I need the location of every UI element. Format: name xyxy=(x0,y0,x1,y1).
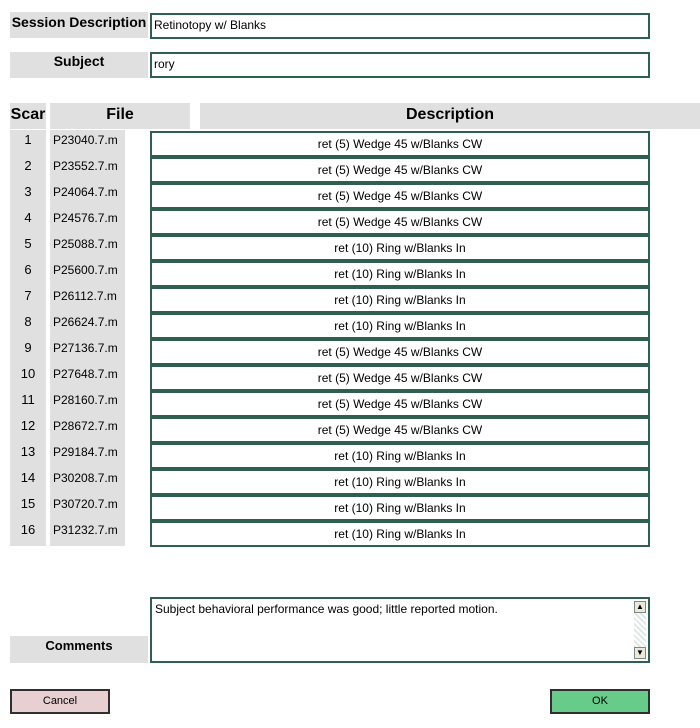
session-description-input[interactable]: Retinotopy w/ Blanks xyxy=(150,13,650,39)
scan-description-field[interactable]: ret (5) Wedge 45 w/Blanks CW xyxy=(150,417,650,443)
scan-file-name: P28672.7.m xyxy=(53,419,118,433)
scan-file-name: P27136.7.m xyxy=(53,341,118,355)
comments-scrollbar[interactable] xyxy=(634,601,646,659)
scan-number: 14 xyxy=(20,470,36,485)
comments-label: Comments xyxy=(10,636,148,663)
scan-description-field[interactable]: ret (10) Ring w/Blanks In xyxy=(150,443,650,469)
scan-description-field[interactable]: ret (5) Wedge 45 w/Blanks CW xyxy=(150,131,650,157)
scan-number: 8 xyxy=(24,314,32,329)
scan-description-field[interactable]: ret (5) Wedge 45 w/Blanks CW xyxy=(150,365,650,391)
comments-text: Subject behavioral performance was good; little reported motion. xyxy=(155,602,498,616)
scan-file-name: P29184.7.m xyxy=(53,445,118,459)
scan-description-field[interactable]: ret (5) Wedge 45 w/Blanks CW xyxy=(150,157,650,183)
scan-file-name: P27648.7.m xyxy=(53,367,118,381)
session-description-label: Session Description xyxy=(10,12,148,38)
ok-button[interactable]: OK xyxy=(550,689,650,714)
scroll-down-arrow-icon[interactable]: ▼ xyxy=(634,647,646,659)
scan-description-field[interactable]: ret (5) Wedge 45 w/Blanks CW xyxy=(150,183,650,209)
scan-file-name: P26112.7.m xyxy=(53,289,117,303)
scan-number: 9 xyxy=(24,340,32,355)
scan-number: 15 xyxy=(20,496,36,511)
scan-file-name: P28160.7.m xyxy=(53,393,118,407)
scan-number: 16 xyxy=(20,522,36,537)
scan-number: 10 xyxy=(20,366,36,381)
scan-description-field[interactable]: ret (10) Ring w/Blanks In xyxy=(150,261,650,287)
scan-number: 4 xyxy=(24,210,32,225)
scroll-up-arrow-icon[interactable]: ▲ xyxy=(634,601,646,613)
subject-input[interactable]: rory xyxy=(150,52,650,78)
scan-file-name: P23040.7.m xyxy=(53,133,118,147)
description-column-header: Description xyxy=(200,103,700,129)
scan-number: 2 xyxy=(24,158,32,173)
scan-column-header: Scar xyxy=(10,103,46,129)
scan-file-name: P25600.7.m xyxy=(53,263,118,277)
scan-number: 1 xyxy=(24,132,32,147)
subject-label: Subject xyxy=(10,52,148,78)
scan-file-name: P25088.7.m xyxy=(53,237,118,251)
scan-description-field[interactable]: ret (10) Ring w/Blanks In xyxy=(150,521,650,547)
scan-number: 6 xyxy=(24,262,32,277)
scan-description-field[interactable]: ret (10) Ring w/Blanks In xyxy=(150,235,650,261)
scan-description-field[interactable]: ret (10) Ring w/Blanks In xyxy=(150,287,650,313)
scan-number: 7 xyxy=(24,288,32,303)
scan-file-name: P24576.7.m xyxy=(53,211,118,225)
scan-description-field[interactable]: ret (5) Wedge 45 w/Blanks CW xyxy=(150,391,650,417)
scan-description-field[interactable]: ret (10) Ring w/Blanks In xyxy=(150,469,650,495)
scan-description-field[interactable]: ret (5) Wedge 45 w/Blanks CW xyxy=(150,339,650,365)
scan-file-name: P23552.7.m xyxy=(53,159,118,173)
scan-number: 13 xyxy=(20,444,36,459)
scan-file-name: P31232.7.m xyxy=(53,523,118,537)
scan-file-name: P30208.7.m xyxy=(53,471,118,485)
file-column-header: File xyxy=(50,103,190,129)
scan-file-name: P24064.7.m xyxy=(53,185,118,199)
scan-file-name: P30720.7.m xyxy=(53,497,118,511)
scan-description-field[interactable]: ret (10) Ring w/Blanks In xyxy=(150,495,650,521)
scan-number: 3 xyxy=(24,184,32,199)
scan-description-field[interactable]: ret (10) Ring w/Blanks In xyxy=(150,313,650,339)
comments-textarea[interactable] xyxy=(150,597,650,663)
scan-file-name: P26624.7.m xyxy=(53,315,118,329)
cancel-button[interactable]: Cancel xyxy=(10,689,110,714)
scan-number: 5 xyxy=(24,236,32,251)
scan-description-field[interactable]: ret (5) Wedge 45 w/Blanks CW xyxy=(150,209,650,235)
scan-number: 11 xyxy=(21,392,35,407)
scan-number: 12 xyxy=(20,418,36,433)
